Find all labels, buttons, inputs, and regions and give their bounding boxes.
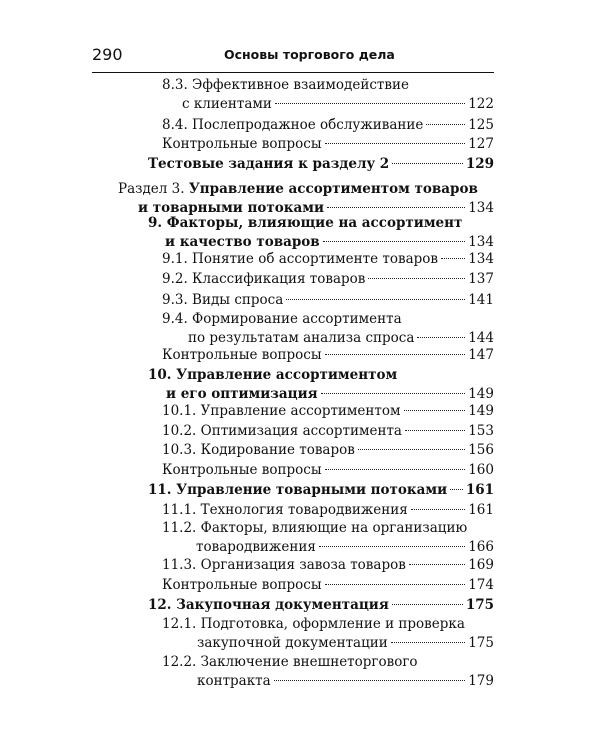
toc-page-number: 127	[468, 136, 494, 152]
toc-entry-label: 9.1. Понятие об ассортименте товаров	[162, 251, 439, 267]
toc-entry-10-1	[162, 402, 494, 421]
leader-dots	[358, 449, 465, 450]
toc-entry-chapter-9	[148, 214, 494, 252]
chapter-title-line2: и качество товаров	[165, 234, 320, 250]
toc-entry-8-3	[162, 76, 494, 114]
leader-dots	[325, 143, 466, 144]
toc-entry-9-4-line2: по результатам анализа спроса	[188, 330, 415, 346]
toc-entry-chapter-10	[148, 366, 494, 404]
toc-entry-12-2	[162, 653, 494, 691]
toc-page-number: 161	[468, 502, 494, 518]
chapter-title-line1: 10. Управление ассортиментом	[148, 367, 398, 383]
leader-dots	[325, 354, 466, 355]
section-title-line1: Управление ассортиментом товаров	[188, 181, 478, 197]
leader-dots	[275, 103, 465, 104]
toc-page-number: 175	[468, 635, 494, 651]
leader-dots	[321, 393, 466, 394]
toc-entry-12-2-line2: контракта	[197, 673, 271, 689]
leader-dots	[441, 258, 465, 259]
toc-page-number: 166	[468, 539, 494, 555]
toc-entry-12-1-line1: 12.1. Подготовка, оформление и проверка	[162, 616, 465, 632]
toc-entry-label: 9.3. Виды спроса	[162, 292, 284, 308]
toc-page-number: 149	[468, 403, 494, 419]
toc-page-number: 169	[468, 557, 494, 573]
leader-dots	[450, 489, 463, 490]
toc-entry-section-3	[118, 180, 494, 218]
toc-page-number: 122	[468, 96, 494, 112]
toc-page-number: 174	[468, 577, 494, 593]
chapter-title-line2: и его оптимизация	[166, 386, 318, 402]
toc-page-number: 149	[468, 386, 494, 402]
toc-entry-label: Контрольные вопросы	[162, 136, 322, 152]
leader-dots	[404, 410, 466, 411]
toc-page-number: 134	[468, 234, 494, 250]
toc-page-number: 161	[465, 482, 494, 498]
toc-entry-11-1	[162, 501, 494, 520]
toc-entry-control-questions-9	[162, 346, 494, 365]
toc-entry-9-4-line1: 9.4. Формирование ассортимента	[162, 311, 402, 327]
toc-entry-label: 9.2. Классификация товаров	[162, 271, 366, 287]
toc-entry-chapter-12	[148, 596, 494, 615]
toc-entry-12-1	[162, 615, 494, 653]
toc-page-number: 125	[468, 117, 494, 133]
leader-dots	[417, 337, 465, 338]
toc-entry-12-1-line2: закупочной документации	[197, 635, 388, 651]
toc-entry-label: 8.4. Послепродажное обслуживание	[162, 117, 424, 133]
toc-entry-11-2-line1: 11.2. Факторы, влияющие на организацию	[162, 520, 468, 536]
section-prefix: Раздел 3.	[118, 181, 189, 197]
leader-dots	[323, 241, 466, 242]
toc-page-number: 153	[468, 423, 494, 439]
leader-dots	[392, 163, 463, 164]
toc-entry-chapter-11	[148, 481, 494, 500]
toc-entry-label: Контрольные вопросы	[162, 577, 322, 593]
section-title-line2: и товарными потоками	[138, 200, 324, 216]
toc-entry-9-1	[162, 250, 494, 269]
leader-dots	[286, 299, 465, 300]
leader-dots	[405, 430, 465, 431]
toc-entry-label: 10.2. Оптимизация ассортимента	[162, 423, 402, 439]
toc-page-number: 175	[465, 597, 494, 613]
chapter-title-line1: 9. Факторы, влияющие на ассортимент	[148, 215, 463, 231]
toc-entry-9-3	[162, 291, 494, 310]
leader-dots	[392, 604, 463, 605]
leader-dots	[325, 584, 466, 585]
toc-page-number: 147	[468, 347, 494, 363]
toc-entry-11-3	[162, 556, 494, 575]
toc-entry-control-questions-10	[162, 461, 494, 480]
toc-page-number: 134	[468, 200, 494, 216]
toc-entry-8-3-line1: 8.3. Эффективное взаимодействие	[162, 77, 409, 93]
toc-entry-label: Контрольные вопросы	[162, 462, 322, 478]
toc-page-number: 179	[468, 673, 494, 689]
toc-entry-label: 11.3. Организация завоза товаров	[162, 557, 406, 573]
toc-page-number: 160	[468, 462, 494, 478]
leader-dots	[368, 278, 465, 279]
leader-dots	[391, 642, 465, 643]
leader-dots	[426, 124, 465, 125]
toc-entry-9-2	[162, 270, 494, 289]
toc-entry-12-2-line1: 12.2. Заключение внешнеторгового	[162, 654, 418, 670]
toc-page-number: 137	[468, 271, 494, 287]
toc-entry-label: Тестовые задания к разделу 2	[148, 156, 390, 172]
toc-entry-11-2	[162, 519, 494, 557]
toc-entry-label: Контрольные вопросы	[162, 347, 322, 363]
toc-entry-label: 11.1. Технология товародвижения	[162, 502, 408, 518]
toc-entry-label: 10.1. Управление ассортиментом	[162, 403, 401, 419]
toc-page-number: 144	[468, 330, 494, 346]
toc-entry-control-questions-11	[162, 576, 494, 595]
toc-entry-11-2-line2: товародвижения	[196, 539, 316, 555]
leader-dots	[274, 680, 466, 681]
running-title: Основы торгового дела	[224, 47, 395, 62]
toc-entry-8-3-line2: с клиентами	[182, 96, 272, 112]
toc-entry-9-4	[162, 310, 494, 348]
toc-entry-10-2	[162, 422, 494, 441]
running-header	[92, 40, 494, 73]
toc-entry-tests-section-2	[148, 155, 494, 174]
toc-page-number: 134	[468, 251, 494, 267]
toc-page-number: 156	[468, 442, 494, 458]
toc-entry-label: 12. Закупочная документация	[148, 597, 389, 613]
page-number: 290	[92, 45, 123, 64]
toc-entry-label: 11. Управление товарными потоками	[148, 482, 448, 498]
toc-entry-control-questions-8	[162, 135, 494, 154]
leader-dots	[319, 546, 465, 547]
leader-dots	[327, 207, 465, 208]
toc-page-number: 129	[465, 156, 494, 172]
toc-entry-8-4	[162, 116, 494, 135]
leader-dots	[409, 564, 465, 565]
toc-entry-label: 10.3. Кодирование товаров	[162, 442, 355, 458]
toc-page-number: 141	[468, 292, 494, 308]
leader-dots	[325, 469, 466, 470]
toc-entry-10-3	[162, 441, 494, 460]
leader-dots	[411, 509, 465, 510]
